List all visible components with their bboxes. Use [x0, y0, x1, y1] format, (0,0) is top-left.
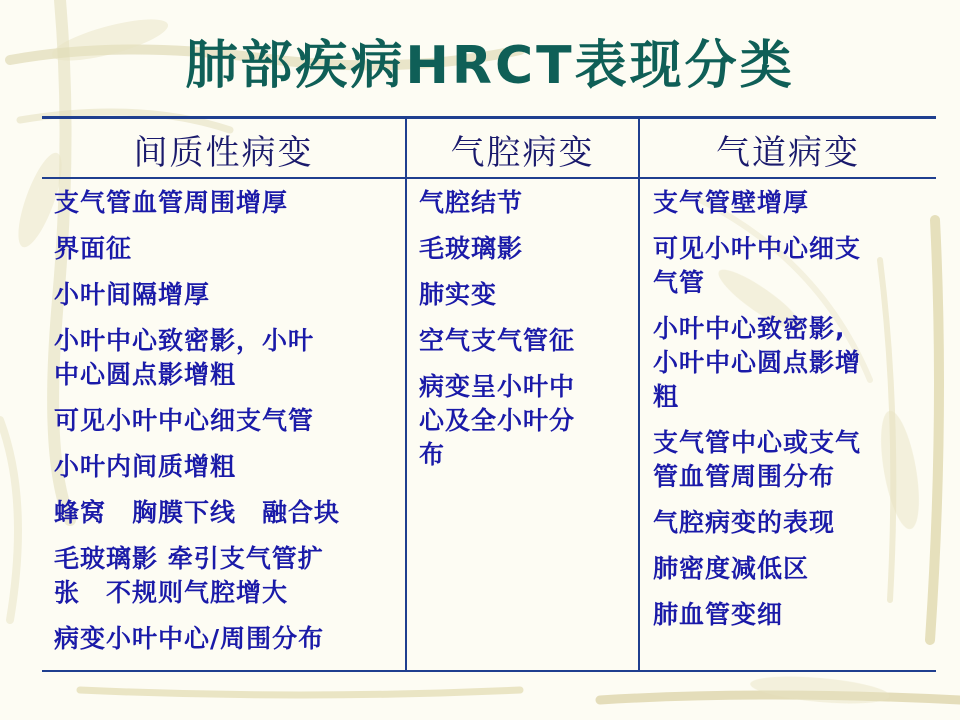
airway-findings-list	[653, 186, 930, 644]
list-item: 小叶中心致密影，小叶 中心圆点影增粗	[54, 326, 315, 389]
list-item: 病变呈小叶中 心及全小叶分 布	[419, 372, 576, 469]
interstitial-findings-list	[54, 186, 399, 668]
list-item: 小叶中心致密影, 小叶中心圆点影增 粗	[653, 314, 862, 411]
list-item: 蜂窝 胸膜下线 融合块	[54, 498, 341, 527]
list-item: 空气支气管征	[419, 326, 576, 355]
column-divider	[638, 119, 640, 670]
table-header-airspace: 气腔病变	[450, 132, 595, 173]
list-item: 肺实变	[419, 280, 498, 309]
table-bottom-rule	[42, 670, 936, 672]
list-item: 毛玻璃影	[419, 234, 524, 263]
list-item: 支气管中心或支气 管血管周围分布	[653, 428, 862, 491]
list-item: 气腔结节	[419, 188, 524, 217]
list-item: 毛玻璃影 牵引支气管扩 张 不规则气腔增大	[54, 544, 324, 607]
list-item: 肺密度减低区	[653, 554, 810, 583]
list-item: 可见小叶中心细支 气管	[653, 234, 862, 297]
table-header-interstitial: 间质性病变	[133, 132, 314, 173]
table-header-airway: 气道病变	[716, 132, 860, 173]
list-item: 气腔病变的表现	[653, 508, 836, 537]
list-item: 病变小叶中心/周围分布	[54, 624, 325, 653]
list-item: 界面征	[54, 234, 133, 263]
page-title: 肺部疾病HRCT表现分类	[185, 36, 795, 96]
column-divider	[405, 119, 407, 670]
airspace-findings-list	[419, 186, 631, 484]
table-top-rule	[42, 116, 936, 119]
list-item: 支气管血管周围增厚	[54, 188, 289, 217]
list-item: 可见小叶中心细支气管	[54, 406, 315, 435]
table-header-rule	[42, 177, 936, 179]
list-item: 肺血管变细	[653, 600, 784, 629]
list-item: 小叶间隔增厚	[54, 280, 211, 309]
list-item: 小叶内间质增粗	[54, 452, 237, 481]
list-item: 支气管壁增厚	[653, 188, 810, 217]
